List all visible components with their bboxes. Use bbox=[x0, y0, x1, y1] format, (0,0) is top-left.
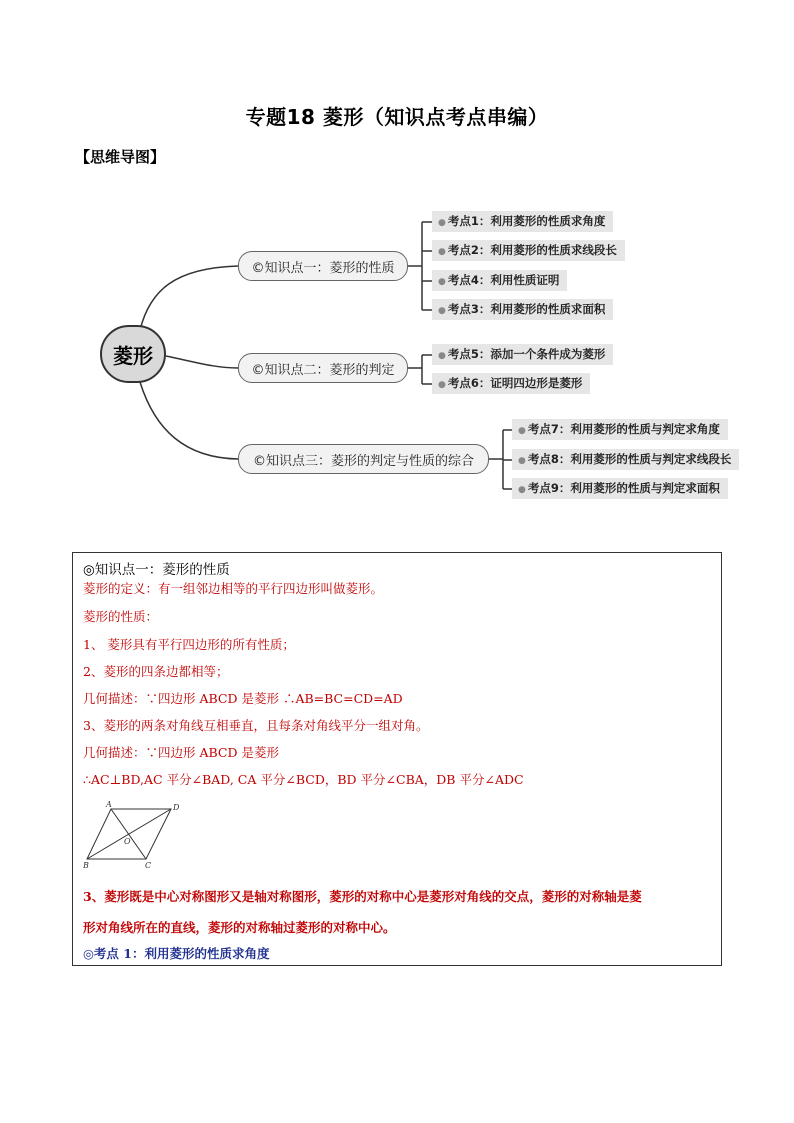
mindmap-leaf-3: ● 考点4：利用性质证明 bbox=[432, 270, 567, 291]
connector-branch-2-leaves bbox=[422, 355, 432, 384]
center-label-o: O bbox=[124, 837, 131, 846]
vertex-label-d: D bbox=[173, 803, 180, 812]
mindmap-leaf-2: ● 考点2：利用菱形的性质求线段长 bbox=[432, 240, 625, 261]
bullet-icon: ● bbox=[438, 306, 446, 316]
mindmap-leaf-7: ● 考点7：利用菱形的性质与判定求角度 bbox=[512, 419, 728, 440]
bullet-icon: ● bbox=[438, 351, 446, 361]
vertex-label-b: B bbox=[83, 861, 89, 870]
property-2-geometry: 几何描述：∵四边形 ABCD 是菱形 ∴AB=BC=CD=AD bbox=[83, 691, 403, 706]
vertex-label-c: C bbox=[145, 861, 152, 870]
bullet-icon: ● bbox=[518, 485, 526, 495]
knowledge-point-box bbox=[72, 552, 722, 966]
knowledge-heading: ◎知识点一：菱形的性质 bbox=[83, 562, 230, 578]
mindmap-branch-1: ©知识点一：菱形的性质 bbox=[238, 251, 408, 281]
bullet-icon: ● bbox=[438, 218, 446, 228]
property-3-geometry: 几何描述：∵四边形 ABCD 是菱形 bbox=[83, 745, 279, 760]
exam-point-1: ◎考点 1：利用菱形的性质求角度 bbox=[83, 946, 270, 961]
mindmap-root-node: 菱形 bbox=[100, 325, 166, 383]
vertex-label-a: A bbox=[106, 800, 112, 809]
bullet-icon: ● bbox=[518, 456, 526, 466]
page-title: 专题18 菱形（知识点考点串编） bbox=[245, 105, 549, 129]
mindmap-leaf-4: ● 考点3：利用菱形的性质求面积 bbox=[432, 299, 613, 320]
bullet-icon: ● bbox=[438, 247, 446, 257]
connector-root-branch-1 bbox=[140, 266, 238, 330]
mindmap-leaf-5: ● 考点5：添加一个条件成为菱形 bbox=[432, 344, 613, 365]
bullet-icon: ● bbox=[438, 277, 446, 287]
section-label-mindmap: 【思维导图】 bbox=[75, 148, 166, 166]
rhombus-figure bbox=[83, 799, 193, 871]
connector-root-branch-3 bbox=[140, 382, 238, 459]
mindmap-leaf-6: ● 考点6：证明四边形是菱形 bbox=[432, 373, 590, 394]
mindmap-leaf-1: ● 考点1：利用菱形的性质求角度 bbox=[432, 211, 613, 232]
property-2: 2、菱形的四条边都相等； bbox=[83, 664, 229, 679]
mindmap-leaf-9: ● 考点9：利用菱形的性质与判定求面积 bbox=[512, 478, 728, 499]
mindmap-branch-3: ©知识点三：菱形的判定与性质的综合 bbox=[238, 444, 489, 474]
mindmap-leaf-8: ● 考点8：利用菱形的性质与判定求线段长 bbox=[512, 449, 739, 470]
property-4-line-1: 3、菱形既是中心对称图形又是轴对称图形，菱形的对称中心是菱形对角线的交点，菱形的对称轴是菱 bbox=[83, 889, 642, 904]
property-4-line-2: 形对角线所在的直线，菱形的对称轴过菱形的对称中心。 bbox=[83, 920, 396, 935]
connector-branch-1-leaves bbox=[422, 222, 432, 310]
property-3-conclusion: ∴AC⊥BD,AC 平分∠BAD, CA 平分∠BCD，BD 平分∠CBA，DB 平分∠ADC bbox=[83, 772, 524, 787]
bullet-icon: ● bbox=[438, 380, 446, 390]
mindmap-branch-2: ©知识点二：菱形的判定 bbox=[238, 353, 408, 383]
properties-label: 菱形的性质： bbox=[83, 609, 159, 624]
property-3: 3、菱形的两条对角线互相垂直，且每条对角线平分一组对角。 bbox=[83, 718, 429, 733]
property-1: 1、 菱形具有平行四边形的所有性质； bbox=[83, 637, 295, 652]
definition-text: 菱形的定义：有一组邻边相等的平行四边形叫做菱形。 bbox=[83, 581, 384, 596]
connector-branch-3-leaves bbox=[503, 430, 512, 489]
connector-root-branch-2 bbox=[166, 356, 238, 368]
bullet-icon: ● bbox=[518, 426, 526, 436]
